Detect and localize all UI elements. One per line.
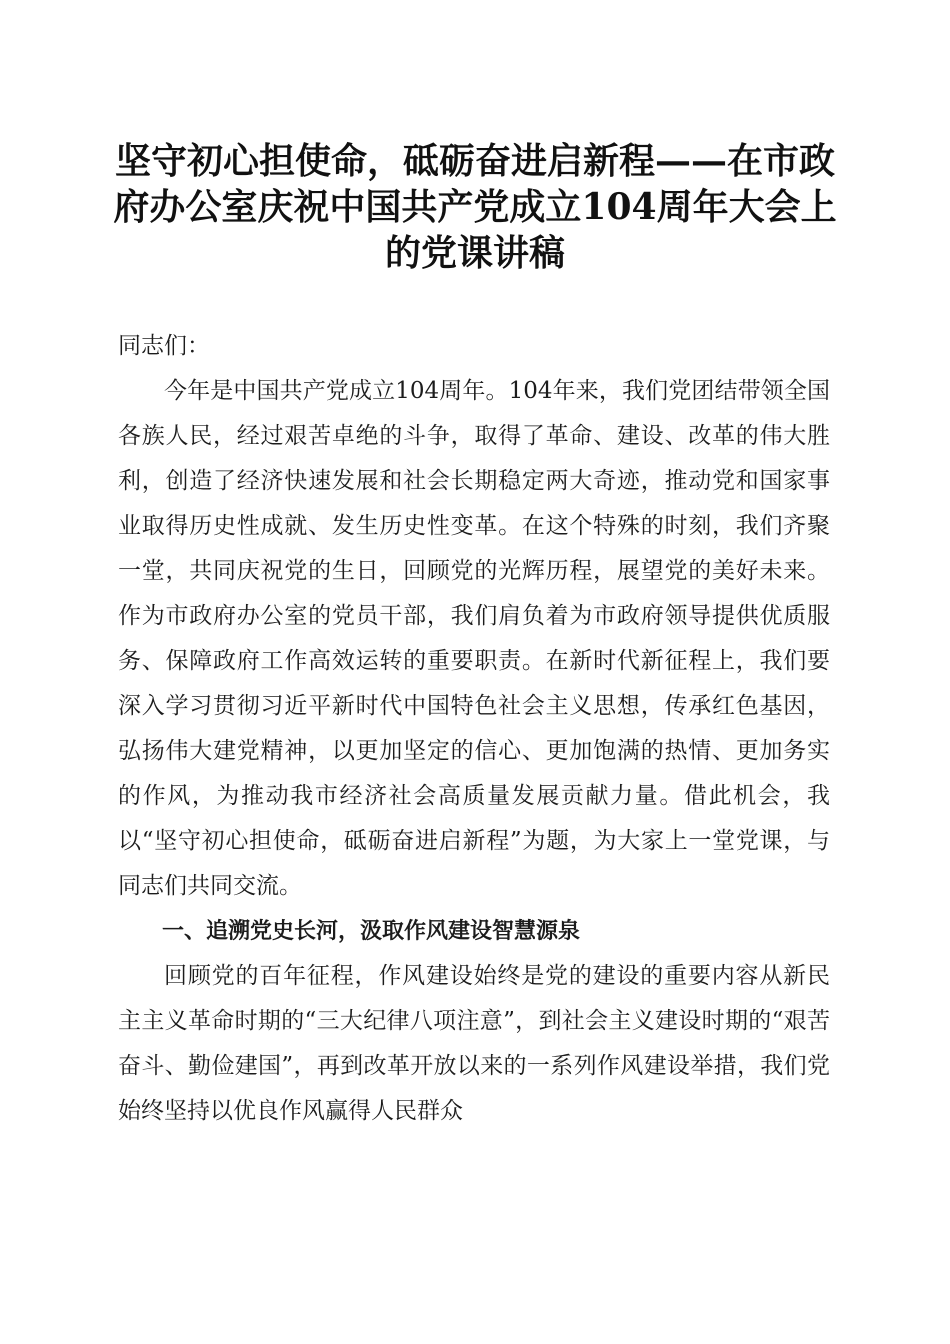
document-body [118, 324, 830, 1134]
intro-paragraph: 今年是中国共产党成立104周年。104年来，我们党团结带领全国各族人民，经过艰苦卓绝的斗争，取得了革命、建设、改革的伟大胜利，创造了经济快速发展和社会长期稳定两大奇迹，推动党和国家事业取得历史性成就、发生历史性变革。在这个特殊的时刻，我们齐聚一堂，共同庆祝党的生日，回顾党的光辉历程，展望党的美好未来。作为市政府办公室的党员干部，我们肩负着为市政府领导提供优质服务、保障政府工作高效运转的重要职责。在新时代新征程上，我们要深入学习贯彻习近平新时代中国特色社会主义思想，传承红色基因，弘扬伟大建党精神，以更加坚定的信心、更加饱满的热情、更加务实的作风，为推动我市经济社会高质量发展贡献力量。借此机会，我以“坚守初心担使命，砥砺奋进启新程”为题，为大家上一堂党课，与同志们共同交流。 [118, 378, 830, 899]
salutation: 同志们： [118, 333, 210, 359]
section-heading: 一、追溯党史长河，汲取作风建设智慧源泉 [162, 919, 581, 944]
section-paragraph: 回顾党的百年征程，作风建设始终是党的建设的重要内容从新民主主义革命时期的“三大纪律八项注意”，到社会主义建设时期的“艰苦奋斗、勤俭建国”，再到改革开放以来的一系列作风建设举措，我们党始终坚持以优良作风赢得人民群众 [118, 963, 830, 1124]
document-title: 坚守初心担使命，砥砺奋进启新程——在市政府办公室庆祝中国共产党成立104周年大会上的党课讲稿 [113, 140, 837, 274]
